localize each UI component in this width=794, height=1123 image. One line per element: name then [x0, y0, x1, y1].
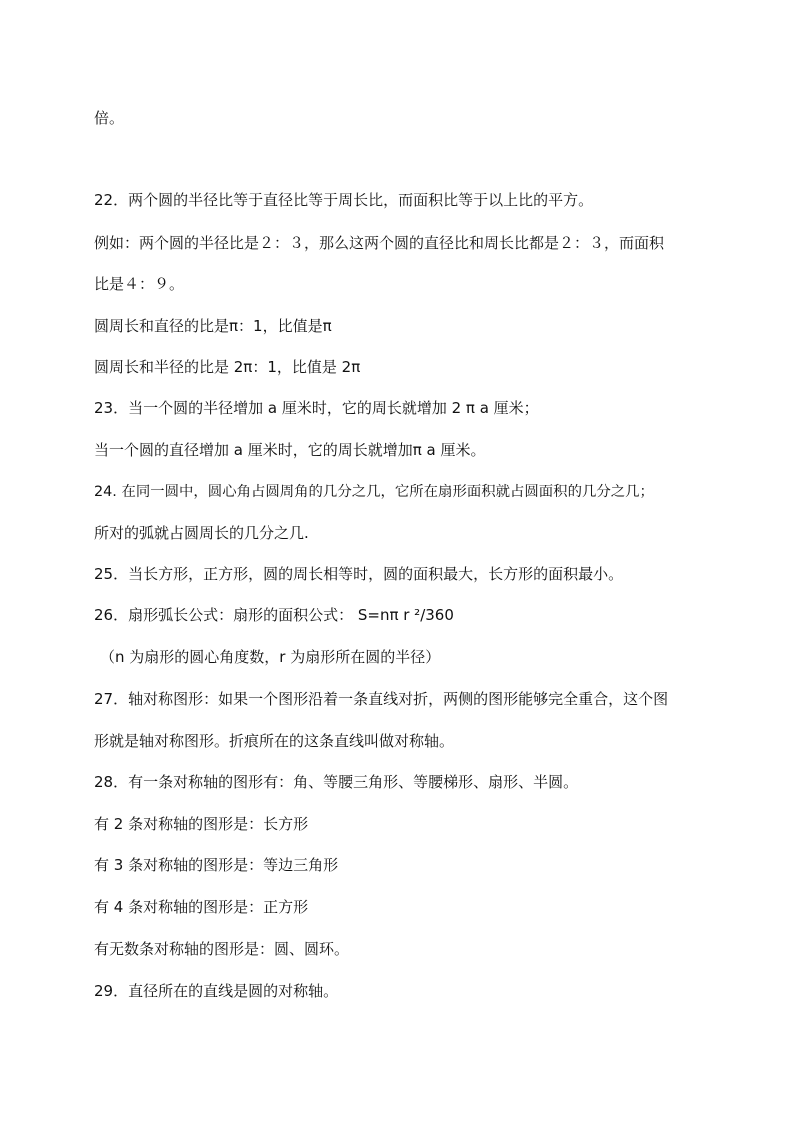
text-line-bei: 倍。 — [94, 109, 125, 127]
example-line-2: 比是４：９。 — [94, 275, 185, 293]
item-29: 29．直径所在的直线是圆的对称轴。 — [94, 982, 339, 1000]
item-27-line-2: 形就是轴对称图形。折痕所在的这条直线叫做对称轴。 — [94, 732, 455, 750]
item-22: 22．两个圆的半径比等于直径比等于周长比，而面积比等于以上比的平方。 — [94, 191, 594, 209]
item-28: 28．有一条对称轴的图形有：角、等腰三角形、等腰梯形、扇形、半圆。 — [94, 773, 579, 791]
item-24: 24. 在同一圆中，圆心角占圆周角的几分之几，它所在扇形面积就占圆面积的几分之几； — [94, 484, 654, 500]
ratio-diameter-line: 圆周长和直径的比是π：1，比值是π — [94, 317, 332, 335]
item-28-two-axes: 有 2 条对称轴的图形是：长方形 — [94, 815, 309, 833]
item-27: 27．轴对称图形：如果一个图形沿着一条直线对折，两侧的图形能够完全重合，这个图 — [94, 690, 669, 708]
item-24-line-2: 所对的弧就占圆周长的几分之几. — [94, 524, 309, 542]
item-26-note: （n 为扇形的圆心角度数，r 为扇形所在圆的半径） — [100, 648, 441, 666]
item-28-infinite-axes: 有无数条对称轴的图形是：圆、圆环。 — [94, 940, 350, 958]
item-28-three-axes: 有 3 条对称轴的图形是：等边三角形 — [94, 856, 339, 874]
example-line-1: 例如：两个圆的半径比是２：３，那么这两个圆的直径比和周长比都是２：３，而面积 — [94, 234, 665, 252]
item-26: 26．扇形弧长公式：扇形的面积公式： S=nπ r ²/360 — [94, 606, 454, 624]
item-25: 25．当长方形，正方形，圆的周长相等时，圆的面积最大，长方形的面积最小。 — [94, 565, 624, 583]
item-23-line-2: 当一个圆的直径增加 a 厘米时，它的周长就增加π a 厘米。 — [94, 441, 486, 459]
ratio-radius-line: 圆周长和半径的比是 2π：1，比值是 2π — [94, 358, 361, 376]
item-23: 23．当一个圆的半径增加 a 厘米时，它的周长就增加 2 π a 厘米； — [94, 399, 539, 417]
item-28-four-axes: 有 4 条对称轴的图形是：正方形 — [94, 898, 309, 916]
